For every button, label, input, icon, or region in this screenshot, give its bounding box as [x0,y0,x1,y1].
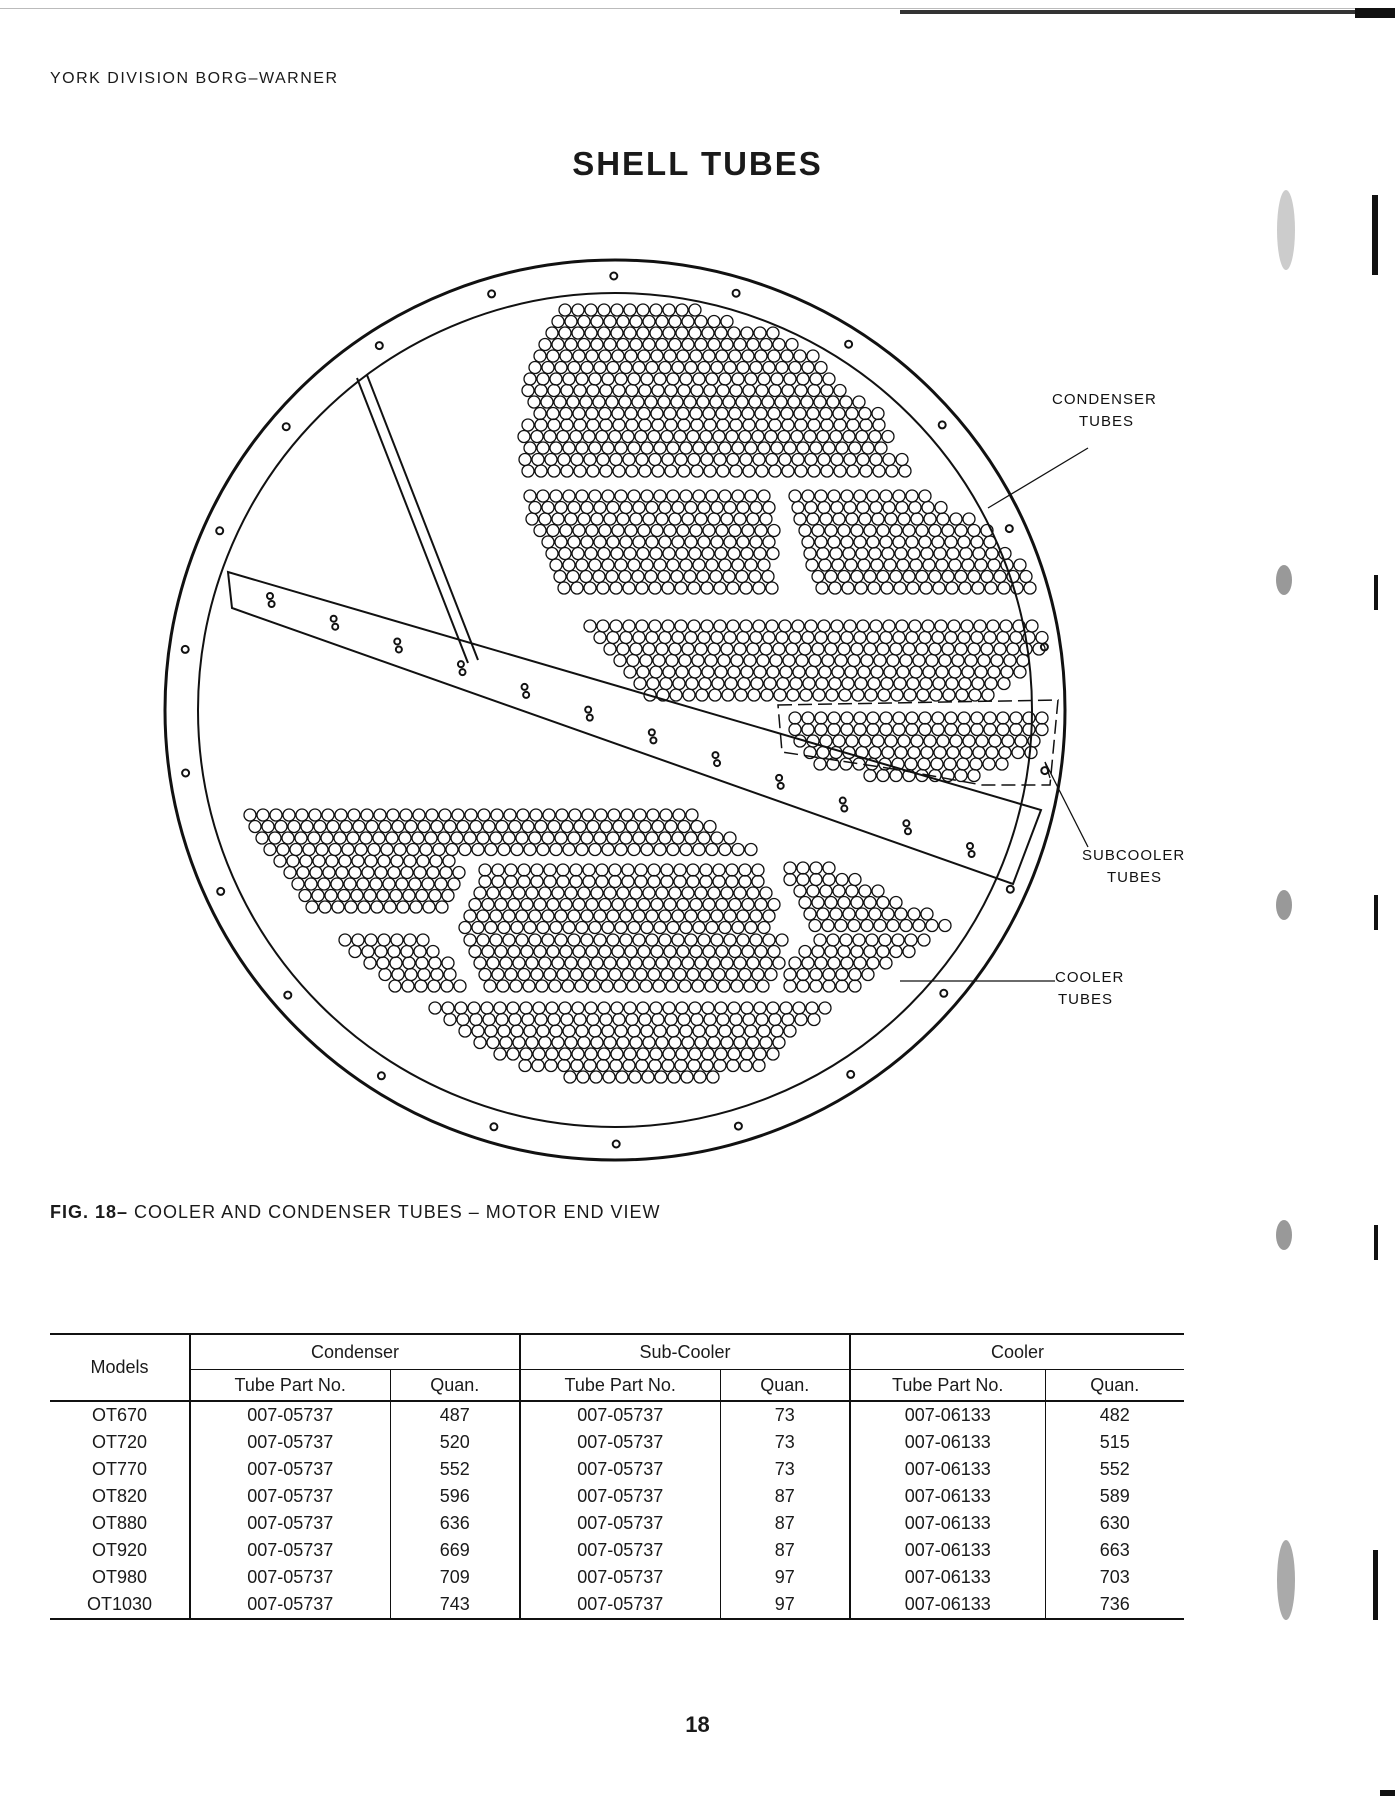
table-cell: 007-06133 [850,1537,1045,1564]
table-cell: 663 [1045,1537,1184,1564]
bolt-hole [610,273,617,280]
table-row [50,1537,1184,1564]
table-cell: 007-06133 [850,1483,1045,1510]
punch-hole-icon [1277,190,1295,270]
table-cell: 007-06133 [850,1564,1045,1591]
table-cell: 007-06133 [850,1591,1045,1619]
model-cell: OT1030 [50,1591,190,1619]
bolt-hole [283,423,290,430]
plate-bolt-hole [267,593,273,599]
condenser-tubes-middle [524,490,780,594]
table-cell: 007-05737 [190,1591,390,1619]
models-header: Models [50,1334,190,1401]
scan-mark [1380,1790,1395,1796]
scan-mark [1372,195,1378,275]
table-cell: 630 [1045,1510,1184,1537]
table-cell: 007-05737 [520,1510,720,1537]
page-title: SHELL TUBES [572,145,823,182]
punch-hole-icon [1276,1220,1292,1250]
condenser-tubes-upper [518,304,911,477]
bolt-hole [939,421,946,428]
table-row [50,1510,1184,1537]
model-cell: OT820 [91,1486,148,1506]
plate-bolt-hole [458,661,464,667]
bolt-hole [613,1141,620,1148]
bolt-hole [845,341,852,348]
cooler-tubes-lower-center [464,934,788,992]
cooler-tubes-lower-right [784,934,930,992]
subcooler-tubes [789,712,1048,782]
subcooler-leader [1045,762,1088,847]
table-cell: 703 [1045,1564,1184,1591]
condenser-label-line1: CONDENSER [1052,391,1157,408]
bolt-hole [182,770,189,777]
table-row [50,1564,1184,1591]
plate-bolt-hole [332,624,338,630]
table-row [50,1456,1184,1483]
figure-caption-text: COOLER AND CONDENSER TUBES – MOTOR END VIEW [134,1202,661,1222]
table-cell: 589 [1045,1483,1184,1510]
table-cell: 97 [720,1591,850,1619]
table-cell: 552 [1045,1456,1184,1483]
table-row [50,1401,1184,1429]
bolt-hole [284,992,291,999]
plate-bolt-hole [522,684,528,690]
scan-mark [1374,575,1378,610]
plate-bolt-hole [587,715,593,721]
column-header: Tube Part No. [190,1370,390,1402]
header-text: YORK DIVISION BORG–WARNER [50,70,339,87]
model-cell: OT880 [91,1513,148,1533]
plate-bolt-hole [523,692,529,698]
plate-bolt-hole [585,707,591,713]
bolt-hole [733,290,740,297]
plate-bolt-hole [396,646,402,652]
table-cell: 007-05737 [190,1483,390,1510]
inner-baffle-line-b [357,378,468,663]
figure-caption [50,1202,660,1223]
bolt-hole [217,888,224,895]
plate-bolt-hole [841,806,847,812]
cooler-tubes-bottom [429,1002,831,1083]
cooler-tubes-center [459,864,780,934]
subcooler-group-header: Sub-Cooler [520,1334,850,1370]
scan-mark [1373,1550,1378,1620]
bolt-hole [1007,886,1014,893]
model-cell: OT920 [91,1540,148,1560]
table-cell: 007-05737 [520,1564,720,1591]
table-cell: 515 [1045,1429,1184,1456]
table-cell: 709 [390,1564,520,1591]
table-cell: 596 [390,1483,520,1510]
condenser-label-line2: TUBES [1079,413,1135,430]
punch-hole-icon [1276,565,1292,595]
tube-parts-table [50,1333,1184,1620]
cooler-label-line2: TUBES [1058,991,1114,1008]
plate-bolt-hole [778,783,784,789]
subcooler-label-line1: SUBCOOLER [1082,847,1186,864]
bolt-hole [216,527,223,534]
cooler-tubes-left [244,809,757,913]
plate-bolt-hole [460,669,466,675]
punch-hole-icon [1276,890,1292,920]
scan-mark [1374,895,1378,930]
table-cell: 73 [720,1429,850,1456]
column-header: Tube Part No. [520,1370,720,1402]
table-cell: 007-05737 [190,1564,390,1591]
column-header: Quan. [390,1370,520,1402]
condenser-tubes-right [789,490,1036,594]
table-cell: 73 [720,1456,850,1483]
table-cell: 007-06133 [850,1429,1045,1456]
table-cell: 552 [390,1456,520,1483]
figure-number: FIG. 18– [50,1202,129,1222]
condenser-group-header: Condenser [190,1334,520,1370]
table-cell: 736 [1045,1591,1184,1619]
table-cell: 669 [390,1537,520,1564]
cooler-group-header: Cooler [850,1334,1184,1370]
model-cell: OT720 [91,1432,148,1452]
bolt-hole [735,1123,742,1130]
table-cell: 007-05737 [190,1537,390,1564]
table-cell: 743 [390,1591,520,1619]
column-header: Quan. [720,1370,850,1402]
table-cell: 007-05737 [190,1401,390,1429]
bolt-hole [182,646,189,653]
cooler-label-line1: COOLER [1055,969,1125,986]
table-cell: 007-05737 [520,1401,720,1429]
plate-bolt-hole [269,601,275,607]
table-cell: 87 [720,1483,850,1510]
punch-hole-icon [1277,1540,1295,1620]
table-cell: 482 [1045,1401,1184,1429]
table-row [50,1429,1184,1456]
bolt-hole [488,290,495,297]
model-cell: OT980 [91,1567,148,1587]
table-cell: 007-05737 [190,1510,390,1537]
table-cell: 487 [390,1401,520,1429]
bolt-hole [376,342,383,349]
plate-bolt-hole [905,828,911,834]
table-cell: 007-05737 [520,1456,720,1483]
table-cell: 007-06133 [850,1510,1045,1537]
plate-bolt-hole [903,820,909,826]
table-cell: 73 [720,1401,850,1429]
table-cell: 007-06133 [850,1456,1045,1483]
table-cell: 007-06133 [850,1401,1045,1429]
table-cell: 007-05737 [520,1537,720,1564]
plate-bolt-hole [331,616,337,622]
cooler-tubes-lower-left [339,934,466,992]
plate-bolt-hole [712,752,718,758]
table-cell: 007-05737 [190,1429,390,1456]
plate-bolt-hole [649,729,655,735]
plate-bolt-hole [969,851,975,857]
table-cell: 97 [720,1564,850,1591]
condenser-tubes-lower [584,620,1048,701]
binder-holes [1260,190,1395,1800]
table-cell: 007-05737 [520,1483,720,1510]
bolt-hole [940,990,947,997]
table-cell: 87 [720,1510,850,1537]
table-row [50,1591,1184,1619]
table-cell: 520 [390,1429,520,1456]
table-row [50,1483,1184,1510]
bolt-hole [1006,525,1013,532]
column-header: Tube Part No. [850,1370,1045,1402]
bolt-hole [378,1072,385,1079]
subcooler-label-line2: TUBES [1107,869,1163,886]
plate-bolt-hole [714,760,720,766]
condenser-leader [988,448,1088,508]
column-header: Quan. [1045,1370,1184,1402]
plate-bolt-hole [394,638,400,644]
page-number: 18 [685,1712,710,1737]
cooler-tubes-right [784,862,951,932]
table-cell: 007-05737 [520,1429,720,1456]
table-cell: 87 [720,1537,850,1564]
table-cell: 007-05737 [520,1591,720,1619]
model-cell: OT770 [91,1459,148,1479]
plate-bolt-hole [776,775,782,781]
plate-bolt-hole [650,737,656,743]
scan-mark [1374,1225,1378,1260]
plate-bolt-hole [967,843,973,849]
table-cell: 636 [390,1510,520,1537]
table-cell: 007-05737 [190,1456,390,1483]
model-cell: OT670 [91,1405,148,1425]
bolt-hole [490,1123,497,1130]
plate-bolt-hole [840,798,846,804]
bolt-hole [847,1071,854,1078]
